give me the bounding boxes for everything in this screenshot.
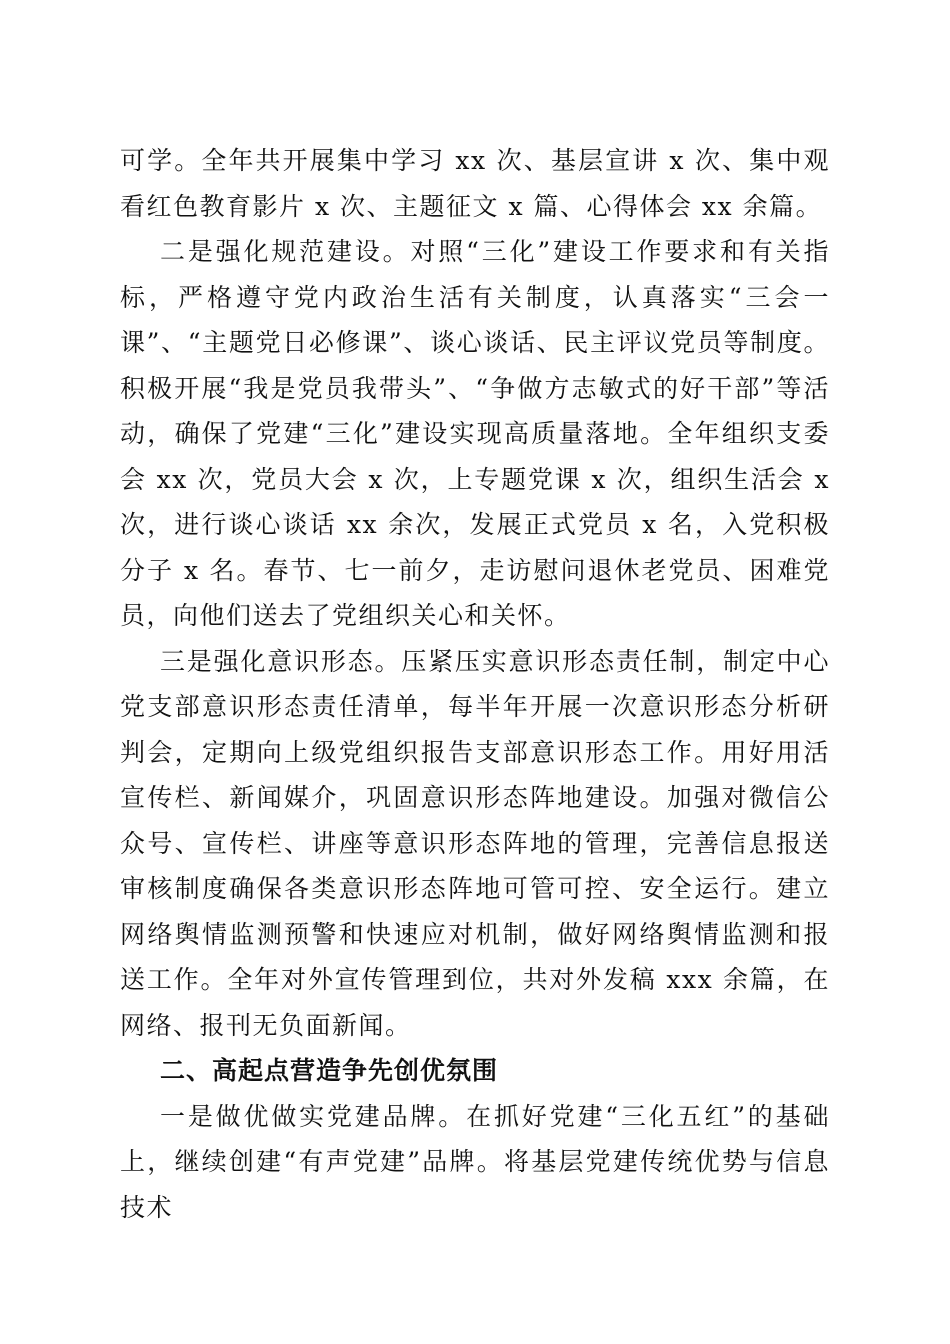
paragraph-ideology bbox=[120, 639, 830, 1049]
paragraph-text: 在抓好党建“三化五红”的基础上，继续创建“有声党建”品牌。将基层党建传统优势与信息技术 bbox=[120, 1101, 830, 1222]
document-body bbox=[120, 138, 830, 1230]
paragraph-lead: 二是强化规范建设。 bbox=[160, 237, 411, 266]
paragraph-lead: 三是强化意识形态。 bbox=[160, 646, 402, 676]
paragraph-party-brand bbox=[120, 1094, 830, 1231]
paragraph-text: 对照“三化”建设工作要求和有关指标，严格遵守党内政治生活有关制度，认真落实“三会一课”、“主题党日必修课”、谈心谈话、民主评议党员等制度。积极开展“我是党员我带头”、“争做方志敏式的好干部”等活动，确保了党建“三化”建设实现高质量落地。全年组织支委会 xx 次，党员大会 x 次，上专题党课 x 次，组织生活会 x 次，进行谈心谈话 xx 余次，发展正式党员 x 名，入党积极分子 x 名。春节、七一前夕，走访慰问退休老党员、困难党员，向他们送去了党组织关心和关怀。 bbox=[120, 237, 830, 630]
paragraph-lead: 一是做优做实党建品牌。 bbox=[160, 1101, 467, 1131]
paragraph-norms-building bbox=[120, 229, 830, 639]
paragraph-text: 压紧压实意识形态责任制，制定中心党支部意识形态责任清单，每半年开展一次意识形态分析研判会，定期向上级党组织报告支部意识形态工作。用好用活宣传栏、新闻媒介，巩固意识形态阵地建设。加强对微信公众号、宣传栏、讲座等意识形态阵地的管理，完善信息报送审核制度确保各类意识形态阵地可管可控、安全运行。建立网络舆情监测预警和快速应对机制，做好网络舆情监测和报送工作。全年对外宣传管理到位，共对外发稿 xxx 余篇，在网络、报刊无负面新闻。 bbox=[120, 646, 830, 1040]
section-heading: 二、高起点营造争先创优氛围 bbox=[160, 1056, 499, 1085]
paragraph-continuation bbox=[120, 138, 830, 229]
paragraph-text: 可学。全年共开展集中学习 xx 次、基层宣讲 x 次、集中观看红色教育影片 x 次、主题征文 x 篇、心得体会 xx 余篇。 bbox=[120, 146, 830, 221]
